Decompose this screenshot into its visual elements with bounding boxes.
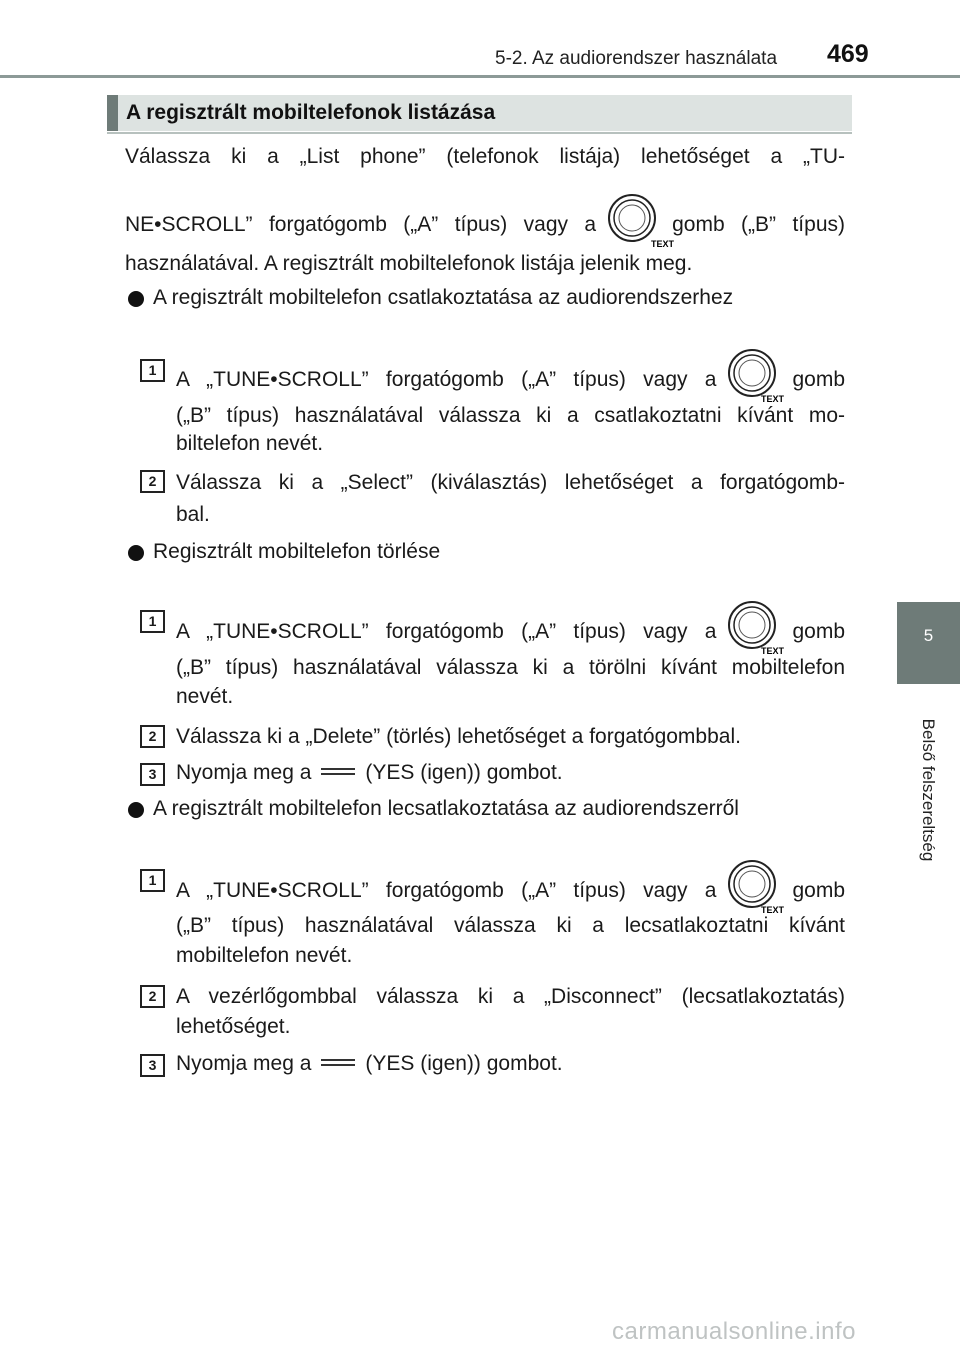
intro-line-3: használatával. A regisztrált mobiltelefonok listája jelenik meg. (125, 252, 693, 275)
bullet-dot (128, 291, 144, 307)
section-title: A regisztrált mobiltelefonok listázása (126, 101, 496, 124)
disconnect-step1-line1: A „TUNE•SCROLL” forgatógomb („A” típus) vagy a TEXT gomb (176, 859, 845, 915)
step-number: 1 (140, 610, 165, 633)
connect-step1-line1: A „TUNE•SCROLL” forgatógomb („A” típus) vagy a TEXT gomb (176, 348, 845, 404)
delete-step1-line1: A „TUNE•SCROLL” forgatógomb („A” típus) vagy a TEXT gomb (176, 600, 845, 656)
svg-text:TEXT: TEXT (761, 905, 785, 915)
yes-button-icon (321, 765, 355, 777)
disconnect-step1-line2: („B” típus) használatával válassza ki a lecsatlakoztatni kívánt (176, 914, 845, 937)
step-number: 3 (140, 1054, 165, 1077)
connect-step1-line2: („B” típus) használatával válassza ki a csatlakoztatni kívánt mo- (176, 404, 845, 427)
chapter-label: Belső felszereltség (919, 718, 938, 862)
svg-text:TEXT: TEXT (761, 646, 785, 656)
delete-step1-line3: nevét. (176, 685, 234, 708)
header-rule (0, 75, 960, 78)
page-number: 469 (827, 40, 869, 68)
bullet-dot (128, 545, 144, 561)
running-header: 5-2. Az audiorendszer használata (495, 48, 778, 69)
step-number: 2 (140, 470, 165, 493)
disconnect-step2-line1: A vezérlőgombbal válassza ki a „Disconnect” (lecsatlakoztatás) (176, 985, 845, 1008)
step-number: 2 (140, 725, 165, 748)
disconnect-step3-line1: Nyomja meg a (YES (igen)) gombot. (176, 1052, 563, 1075)
bullet-delete-title: Regisztrált mobiltelefon törlése (153, 540, 441, 563)
svg-text:TEXT: TEXT (761, 394, 785, 404)
delete-step3-line1: Nyomja meg a (YES (igen)) gombot. (176, 761, 563, 784)
connect-step2-line1: Válassza ki a „Select” (kiválasztás) lehetőséget a forgatógomb- (176, 471, 845, 494)
tune-knob-icon (724, 600, 784, 656)
delete-step2-line1: Válassza ki a „Delete” (törlés) lehetőséget a forgatógombbal. (176, 725, 741, 748)
bullet-dot (128, 802, 144, 818)
bullet-connect-title: A regisztrált mobiltelefon csatlakoztatása az audiorendszerhez (153, 286, 734, 309)
watermark: carmanualsonline.info (612, 1318, 856, 1345)
intro-line-2: NE•SCROLL” forgatógomb („A” típus) vagy a TEXT gomb („B” típus) (125, 193, 845, 249)
step-number: 2 (140, 985, 165, 1008)
intro-line-1: Válassza ki a „List phone” (telefonok listája) lehetőséget a „TU- (125, 145, 845, 168)
disconnect-step2-line2: lehetőséget. (176, 1015, 291, 1038)
step-number: 1 (140, 869, 165, 892)
chapter-number: 5 (923, 626, 934, 645)
disconnect-step1-line3: mobiltelefon nevét. (176, 944, 353, 967)
step-number: 1 (140, 359, 165, 382)
connect-step1-line3: biltelefon nevét. (176, 432, 324, 455)
step-number: 3 (140, 763, 165, 786)
tune-knob-icon (604, 193, 675, 249)
section-heading (107, 95, 852, 131)
svg-text:TEXT: TEXT (651, 239, 675, 249)
tune-knob-icon (724, 348, 784, 404)
connect-step2-line2: bal. (176, 503, 210, 526)
delete-step1-line2: („B” típus) használatával válassza ki a törölni kívánt mobiltelefon (176, 656, 845, 679)
bullet-disconnect-title: A regisztrált mobiltelefon lecsatlakoztatása az audiorendszerről (153, 797, 739, 820)
tune-knob-icon (724, 859, 784, 915)
yes-button-icon (321, 1056, 355, 1068)
